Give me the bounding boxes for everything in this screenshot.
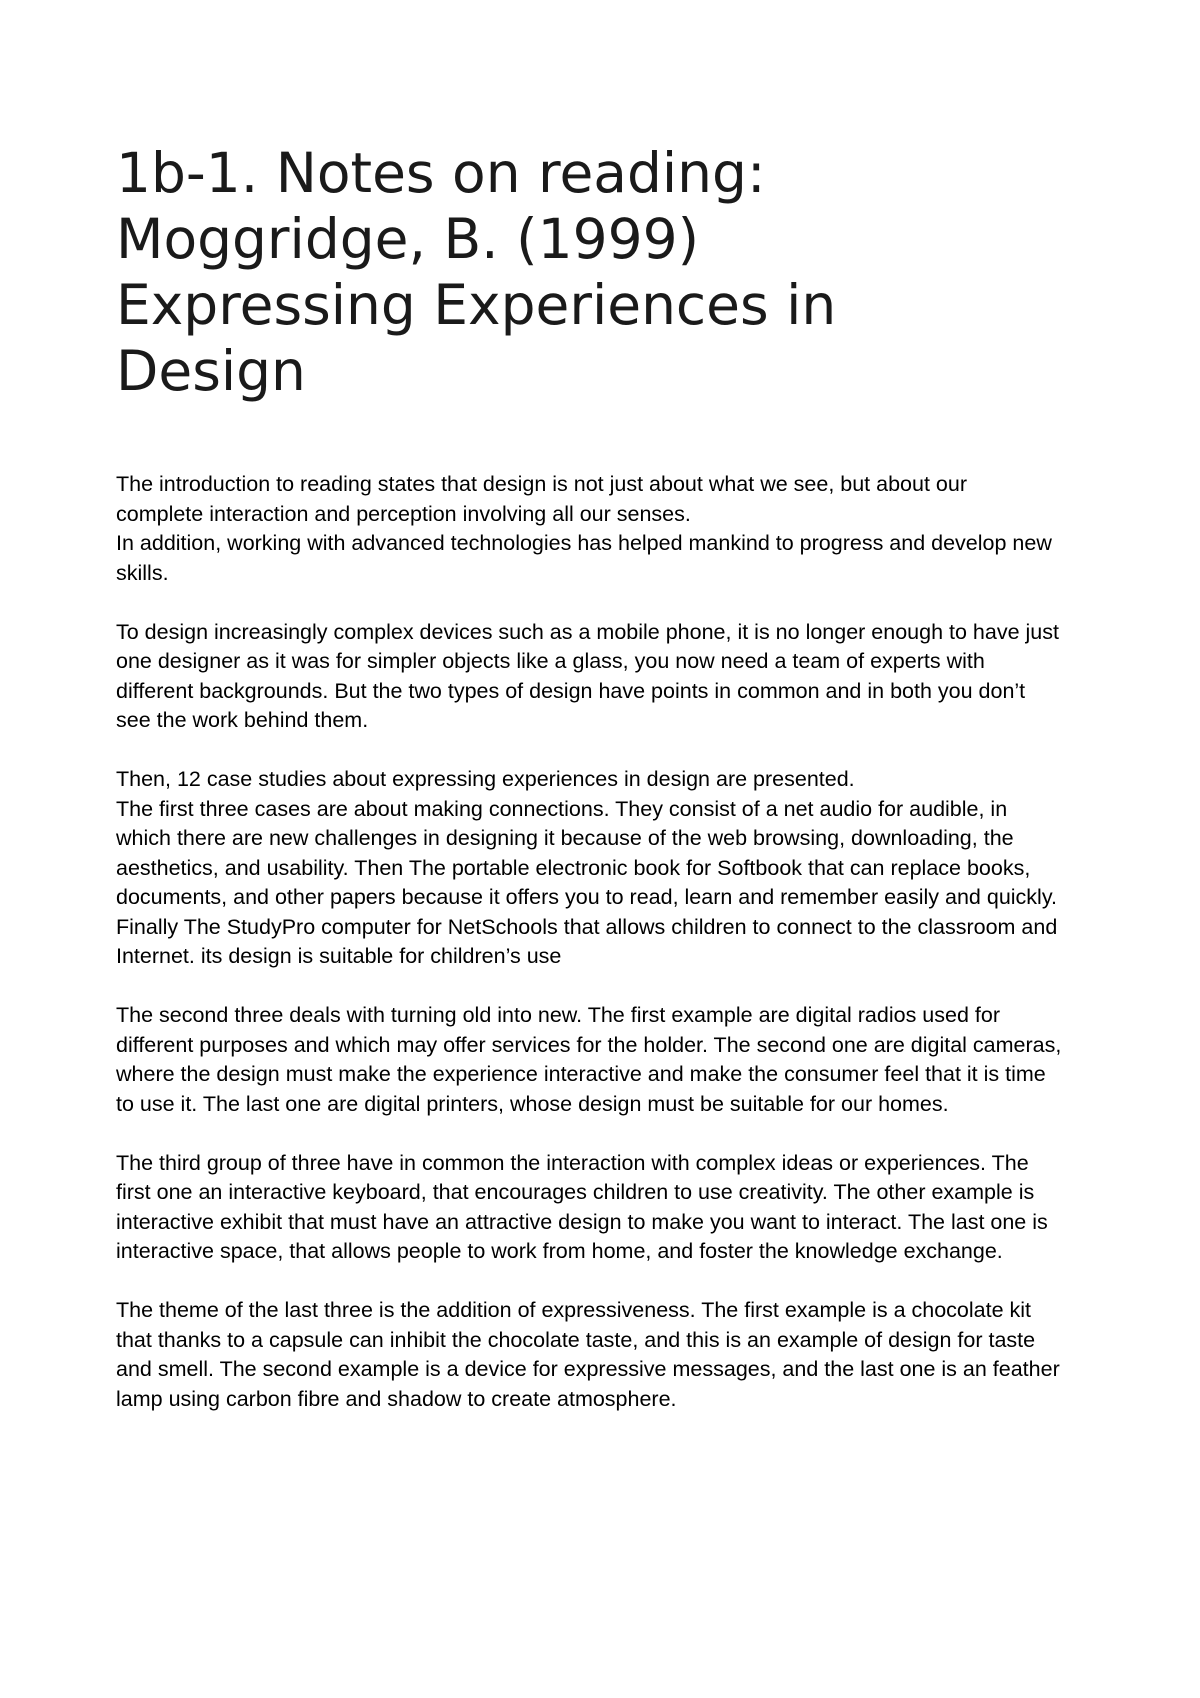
paragraph-old-into-new <box>116 1001 1096 1119</box>
paragraph-complex-devices <box>116 618 1096 736</box>
paragraph-making-connections <box>116 765 1096 972</box>
text-line: To design increasingly complex devices such as a mobile phone, it is no longer enough to have just <box>116 619 1059 644</box>
text-line: interactive exhibit that must have an attractive design to make you want to interact. The last one is <box>116 1209 1048 1234</box>
text-line: The first three cases are about making connections. They consist of a net audio for audible, in <box>116 796 1008 821</box>
text-line: interactive space, that allows people to work from home, and foster the knowledge exchange. <box>116 1239 1003 1263</box>
text-line: which there are new challenges in designing it because of the web browsing, downloading, the <box>116 826 1014 850</box>
text-line: that thanks to a capsule can inhibit the chocolate taste, and this is an example of design for taste <box>116 1327 1036 1352</box>
document-title <box>116 140 1096 404</box>
text-line: The theme of the last three is the addition of expressiveness. The first example is a chocolate kit <box>116 1298 1032 1322</box>
title-line: Expressing Experiences in <box>116 273 837 337</box>
text-line: to use it. The last one are digital printers, whose design must be suitable for our homes. <box>116 1091 949 1116</box>
title-line: Design <box>116 339 306 403</box>
text-line: Finally The StudyPro computer for NetSchools that allows children to connect to the classroom and <box>116 914 1058 939</box>
text-line: skills. <box>116 560 169 585</box>
title-line: 1b-1. Notes on reading: <box>116 141 766 205</box>
text-line: first one an interactive keyboard, that encourages children to use creativity. The other example is <box>116 1180 1035 1204</box>
text-line: see the work behind them. <box>116 708 369 732</box>
document-page <box>116 140 1096 1444</box>
paragraph-expressiveness <box>116 1296 1096 1414</box>
text-line: one designer as it was for simpler objects like a glass, you now need a team of experts with <box>116 649 985 673</box>
text-line: and smell. The second example is a device for expressive messages, and the last one is an feather <box>116 1357 1060 1381</box>
paragraph-introduction <box>116 470 1096 588</box>
text-line: Internet. its design is suitable for children’s use <box>116 944 562 968</box>
text-line: In addition, working with advanced technologies has helped mankind to progress and develop new <box>116 531 1052 555</box>
text-line: documents, and other papers because it offers you to read, learn and remember easily and quickly. <box>116 885 1057 909</box>
document-body <box>116 470 1096 1414</box>
text-line: where the design must make the experience interactive and make the consumer feel that it is time <box>116 1062 1046 1086</box>
text-line: The third group of three have in common the interaction with complex ideas or experiences. The <box>116 1150 1029 1175</box>
text-line: different purposes and which may offer services for the holder. The second one are digital cameras, <box>116 1032 1062 1057</box>
text-line: aesthetics, and usability. Then The portable electronic book for Softbook that can replace books, <box>116 855 1031 880</box>
text-line: Then, 12 case studies about expressing experiences in design are presented. <box>116 767 855 791</box>
text-line: different backgrounds. But the two types of design have points in common and in both you don’t <box>116 678 1026 703</box>
text-line: complete interaction and perception involving all our senses. <box>116 501 691 526</box>
text-line: The second three deals with turning old into new. The first example are digital radios used for <box>116 1003 1000 1027</box>
title-line: Moggridge, B. (1999) <box>116 207 700 271</box>
paragraph-complex-ideas <box>116 1149 1096 1267</box>
text-line: lamp using carbon fibre and shadow to create atmosphere. <box>116 1386 677 1411</box>
text-line: The introduction to reading states that design is not just about what we see, but about our <box>116 472 967 496</box>
